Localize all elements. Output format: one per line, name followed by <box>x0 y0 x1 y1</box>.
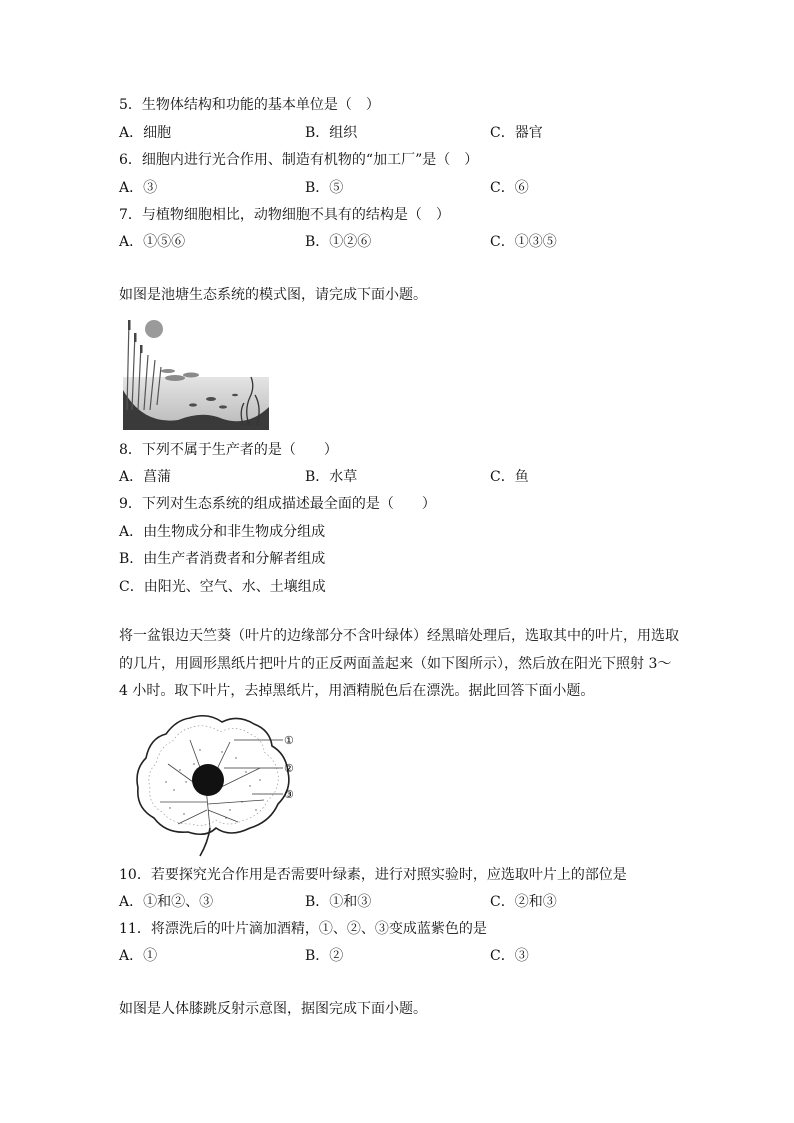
pond-ecosystem-figure <box>123 315 269 430</box>
q11-option-a: A．① <box>119 948 158 964</box>
q5-option-c: C．器官 <box>490 125 543 141</box>
sun-icon <box>145 320 163 338</box>
pond-intro: 如图是池塘生态系统的模式图，请完成下面小题。 <box>119 287 427 303</box>
q5-option-a: A．细胞 <box>119 125 172 141</box>
q7-option-a: A．①⑤⑥ <box>119 234 186 250</box>
q10-option-c: C．②和③ <box>490 894 557 910</box>
q7-option-c: C．①③⑤ <box>490 234 557 250</box>
q8-option-c: C．鱼 <box>490 469 529 485</box>
q6-option-b: B．⑤ <box>305 180 344 196</box>
q11-option-b: B．② <box>305 948 344 964</box>
q9-option-a: A．由生物成分和非生物成分组成 <box>119 524 326 540</box>
q10-option-a: A．①和②、③ <box>119 894 214 910</box>
question-10-stem: 10．若要探究光合作用是否需要叶绿素，进行对照实验时，应选取叶片上的部位是 <box>119 867 627 883</box>
question-5-stem: 5．生物体结构和功能的基本单位是（ ） <box>119 97 380 113</box>
leaf-experiment-intro: 将一盆银边天竺葵（叶片的边缘部分不含叶绿体）经黑暗处理后，选取其中的叶片，用选取的几片，用圆形黑纸片把叶片的正反两面盖起来（如下图所示），然后放在阳光下照射 3～4 小时。取下叶片，去掉黑纸片，用酒精脱色后在漂洗。据此回答下面小题。 <box>119 628 679 700</box>
q9-option-c: C．由阳光、空气、水、土壤组成 <box>119 579 326 595</box>
q8-option-b: B．水草 <box>305 469 358 485</box>
leaf-label-1: ① <box>284 734 294 747</box>
question-7-stem: 7．与植物细胞相比，动物细胞不具有的结构是（ ） <box>119 207 450 223</box>
q5-option-b: B．组织 <box>305 125 358 141</box>
leaf-figure <box>130 710 310 858</box>
q11-option-c: C．③ <box>490 948 529 964</box>
leaf-label-3: ③ <box>284 788 294 801</box>
q9-option-b: B．由生产者消费者和分解者组成 <box>119 551 326 567</box>
reflex-intro: 如图是人体膝跳反射示意图，据图完成下面小题。 <box>119 1001 427 1017</box>
q7-option-b: B．①②⑥ <box>305 234 372 250</box>
q6-option-c: C．⑥ <box>490 180 529 196</box>
black-paper-disc <box>192 764 224 796</box>
q6-option-a: A．③ <box>119 180 158 196</box>
question-11-stem: 11．将漂洗后的叶片滴加酒精，①、②、③变成蓝紫色的是 <box>119 921 487 937</box>
question-8-stem: 8．下列不属于生产者的是（ ） <box>119 442 338 458</box>
leaf-label-2: ② <box>284 762 294 775</box>
q8-option-a: A．菖蒲 <box>119 469 172 485</box>
question-6-stem: 6．细胞内进行光合作用、制造有机物的“加工厂”是（ ） <box>119 152 479 168</box>
question-9-stem: 9．下列对生态系统的组成描述最全面的是（ ） <box>119 496 436 512</box>
q10-option-b: B．①和③ <box>305 894 372 910</box>
